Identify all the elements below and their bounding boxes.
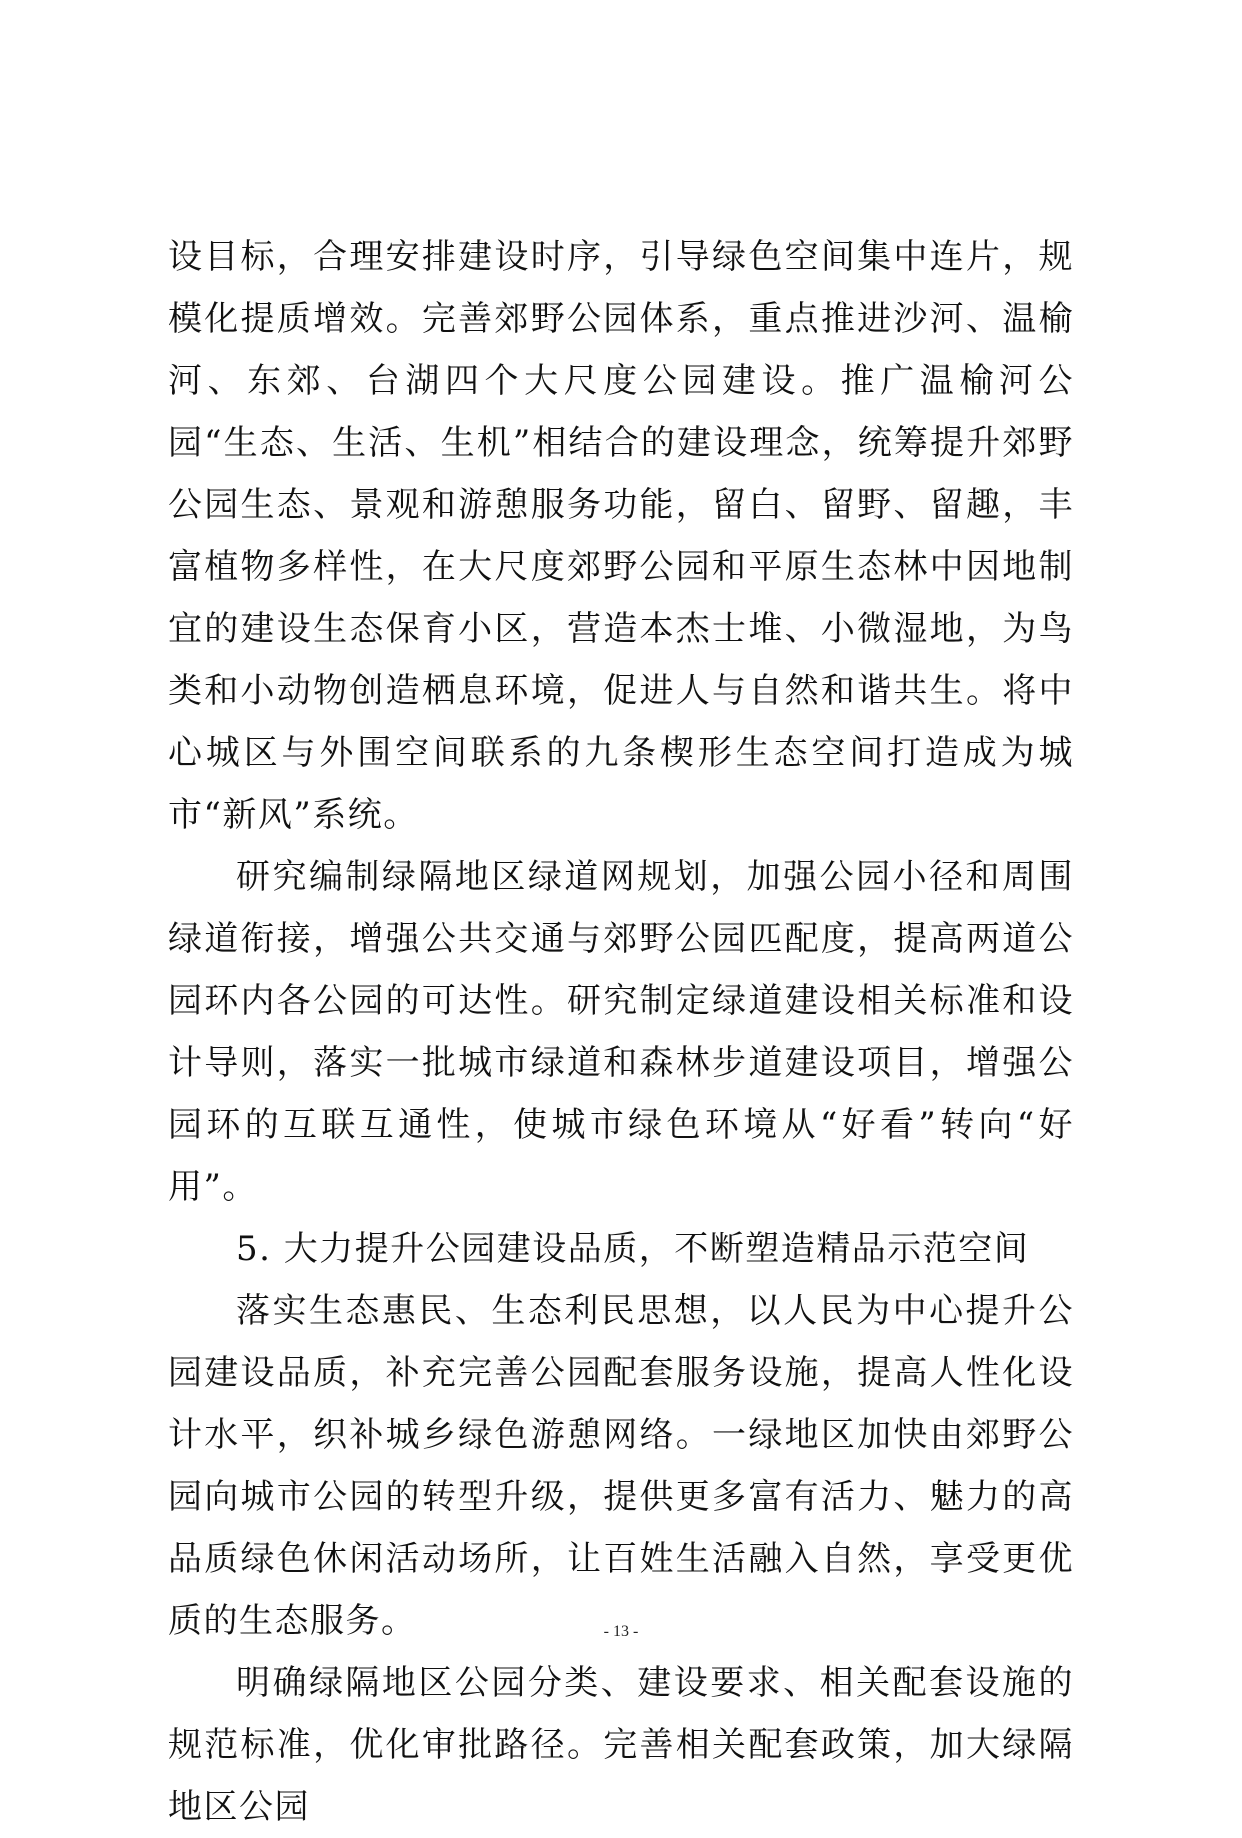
paragraph-continuation: 设目标，合理安排建设时序，引导绿色空间集中连片，规模化提质增效。完善郊野公园体系，重点推进沙河、温榆河、东郊、台湖四个大尺度公园建设。推广温榆河公园“生态、生活、生机”相结合的建设理念，统筹提升郊野公园生态、景观和游憩服务功能，留白、留野、留趣，丰富植物多样性，在大尺度郊野公园和平原生态林中因地制宜的建设生态保育小区，营造本杰士堆、小微湿地，为鸟类和小动物创造栖息环境，促进人与自然和谐共生。将中心城区与外围空间联系的九条楔形生态空间打造成为城市“新风”系统。 [168,237,1074,835]
document-body [168,226,1074,1838]
section-heading-5: 5. 大力提升公园建设品质，不断塑造精品示范空间 [236,1229,1030,1269]
paragraph-greenway-plan: 研究编制绿隔地区绿道网规划，加强公园小径和周围绿道衔接，增强公共交通与郊野公园匹配度，提高两道公园环内各公园的可达性。研究制定绿道建设相关标准和设计导则，落实一批城市绿道和森林步道建设项目，增强公园环的互联互通性，使城市绿色环境从“好看”转向“好用”。 [168,857,1074,1207]
paragraph-park-quality: 落实生态惠民、生态利民思想，以人民为中心提升公园建设品质，补充完善公园配套服务设施，提高人性化设计水平，织补城乡绿色游憩网络。一绿地区加快由郊野公园向城市公园的转型升级，提供更多富有活力、魅力的高品质绿色休闲活动场所，让百姓生活融入自然，享受更优质的生态服务。 [168,1291,1074,1641]
paragraph-park-standards: 明确绿隔地区公园分类、建设要求、相关配套设施的规范标准，优化审批路径。完善相关配套政策，加大绿隔地区公园 [168,1663,1074,1827]
page-number: - 13 - [603,1623,639,1640]
